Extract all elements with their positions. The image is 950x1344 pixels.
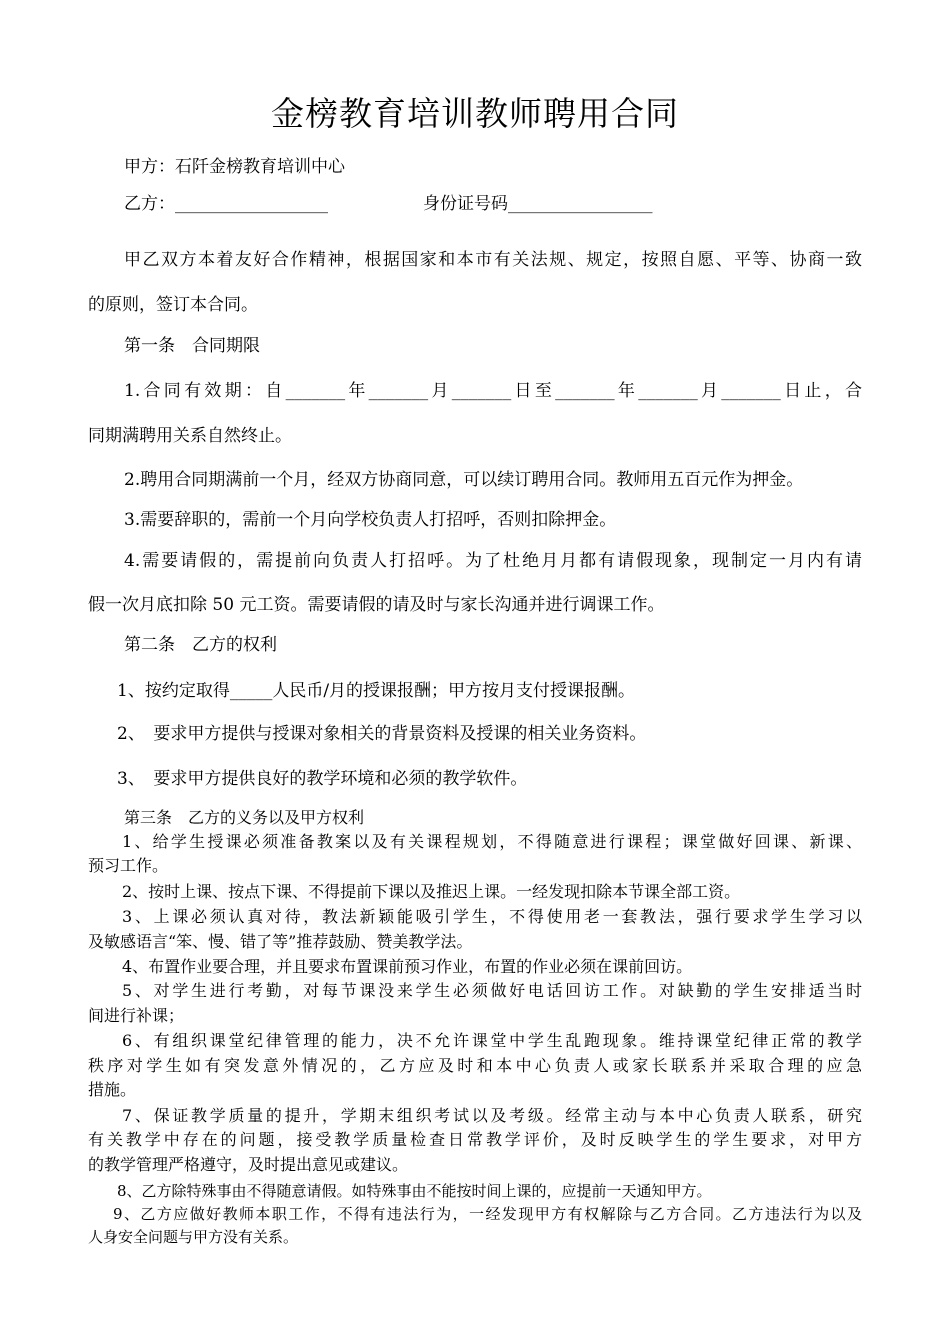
article3-item6-line1: 6、有组织课堂纪律管理的能力，决不允许课堂中学生乱跑现象。维持课堂纪律正常的教学	[122, 1031, 862, 1050]
article3-item1-line2: 预习工作。	[88, 856, 169, 875]
article3-item7-line1: 7、保证教学质量的提升，学期末组织考试以及考级。经常主动与本中心负责人联系，研究	[122, 1106, 862, 1125]
article3-item3-line2: 及敏感语言“笨、慢、错了等”推荐鼓励、赞美教学法。	[88, 932, 473, 951]
intro-line-1: 甲乙双方本着友好合作精神，根据国家和本市有关法规、规定，按照自愿、平等、协商一致	[124, 250, 862, 270]
article3-heading: 第三条 乙方的义务以及甲方权利	[124, 808, 365, 827]
page-title: 金榜教育培训教师聘用合同	[271, 94, 679, 133]
article3-item7-line2: 有关教学中存在的问题，接受教学质量检查日常教学评价，及时反映学生的学生要求，对甲方	[88, 1130, 862, 1149]
article1-item4-line1: 4.需要请假的，需提前向负责人打招呼。为了杜绝月月都有请假现象，现制定一月内有请	[124, 551, 862, 571]
article3-item9-line2: 人身安全问题与甲方没有关系。	[88, 1228, 299, 1246]
article2-heading: 第二条 乙方的权利	[124, 635, 277, 655]
article3-item5-line1: 5、对学生进行考勤，对每节课没来学生必须做好电话回访工作。对缺勤的学生安排适当时	[122, 981, 862, 1000]
article3-item9-line1: 9、乙方应做好教师本职工作，不得有违法行为，一经发现甲方有权解除与乙方合同。乙方违法行为以及	[113, 1205, 862, 1223]
article3-item1-line1: 1、给学生授课必须准备教案以及有关课程规划，不得随意进行课程；课堂做好回课、新课、	[122, 832, 862, 851]
article2-item1: 1、按约定取得_____人民币/月的授课报酬；甲方按月支付授课报酬。	[117, 681, 636, 701]
article3-item7-line3: 的教学管理严格遵守，及时提出意见或建议。	[88, 1155, 409, 1174]
article1-heading: 第一条 合同期限	[124, 336, 260, 356]
article3-item3-line1: 3、上课必须认真对待，教法新颖能吸引学生，不得使用老一套教法，强行要求学生学习以	[122, 907, 862, 926]
article3-item8: 8、乙方除特殊事由不得随意请假。如特殊事由不能按时间上课的，应提前一天通知甲方。	[117, 1182, 712, 1200]
article3-item6-line2: 秩序对学生如有突发意外情况的，乙方应及时和本中心负责人或家长联系并采取合理的应急	[88, 1056, 862, 1075]
article1-item3: 3.需要辞职的，需前一个月向学校负责人打招呼，否则扣除押金。	[124, 510, 617, 530]
id-number: 身份证号码_________________	[423, 194, 653, 214]
article3-item5-line2: 间进行补课；	[88, 1006, 185, 1025]
article1-item2: 2.聘用合同期满前一个月，经双方协商同意，可以续订聘用合同。教师用五百元作为押金。	[124, 470, 804, 490]
article3-item4: 4、布置作业要合理，并且要求布置课前预习作业，布置的作业必须在课前回访。	[122, 957, 693, 976]
article3-item6-line3: 措施。	[88, 1080, 137, 1099]
article2-item3: 3、 要求甲方提供良好的教学环境和必须的教学软件。	[117, 769, 528, 789]
article1-item1-line1: 1.合同有效期：自_______年_______月_______日至_______年_______月_______日止，合	[124, 381, 862, 401]
article3-item2: 2、按时上课、按点下课、不得提前下课以及推迟上课。一经发现扣除本节课全部工资。	[122, 882, 741, 901]
article1-item1-line2: 同期满聘用关系自然终止。	[88, 426, 292, 446]
party-a: 甲方：石阡金榜教育培训中心	[124, 157, 345, 177]
party-b: 乙方：__________________	[124, 194, 328, 214]
article2-item2: 2、 要求甲方提供与授课对象相关的背景资料及授课的相关业务资料。	[117, 724, 647, 744]
intro-line-2: 的原则，签订本合同。	[88, 295, 258, 315]
article1-item4-line2: 假一次月底扣除 50 元工资。需要请假的请及时与家长沟通并进行调课工作。	[88, 595, 665, 615]
